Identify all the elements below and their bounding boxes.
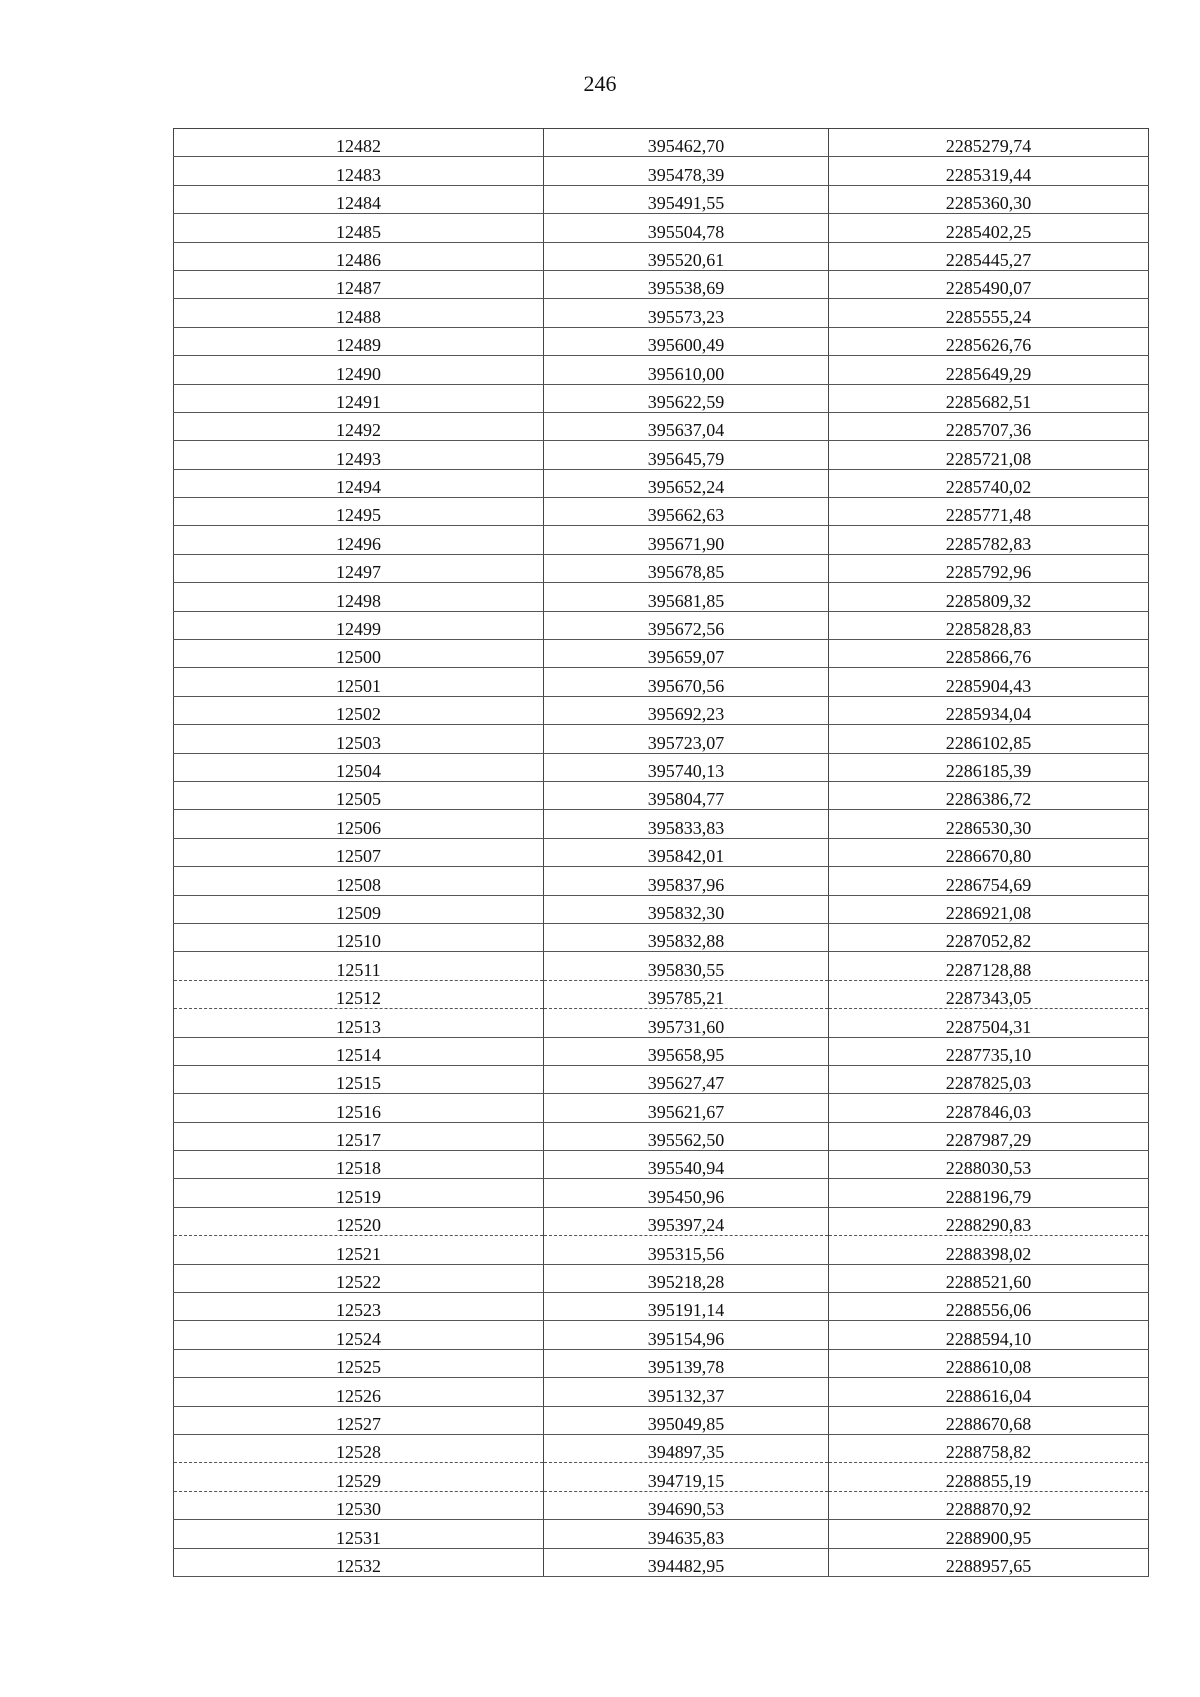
point-number-cell: 12485 [174,214,544,242]
x-coordinate-cell: 395315,56 [544,1236,829,1264]
point-number-cell: 12518 [174,1151,544,1179]
y-coordinate-cell: 2285904,43 [829,668,1149,696]
point-number-cell: 12519 [174,1179,544,1207]
y-coordinate-cell: 2285402,25 [829,214,1149,242]
x-coordinate-cell: 395397,24 [544,1207,829,1235]
x-coordinate-cell: 395662,63 [544,498,829,526]
y-coordinate-cell: 2288670,68 [829,1406,1149,1434]
x-coordinate-cell: 395462,70 [544,129,829,157]
x-coordinate-cell: 395837,96 [544,867,829,895]
y-coordinate-cell: 2287987,29 [829,1122,1149,1150]
x-coordinate-cell: 395723,07 [544,725,829,753]
point-number-cell: 12484 [174,185,544,213]
x-coordinate-cell: 395520,61 [544,242,829,270]
x-coordinate-cell: 395692,23 [544,696,829,724]
y-coordinate-cell: 2288196,79 [829,1179,1149,1207]
x-coordinate-cell: 395833,83 [544,810,829,838]
point-number-cell: 12495 [174,498,544,526]
x-coordinate-cell: 395191,14 [544,1293,829,1321]
y-coordinate-cell: 2285555,24 [829,299,1149,327]
y-coordinate-cell: 2285360,30 [829,185,1149,213]
point-number-cell: 12488 [174,299,544,327]
table-row [174,1406,1149,1434]
point-number-cell: 12492 [174,412,544,440]
x-coordinate-cell: 395562,50 [544,1122,829,1150]
point-number-cell: 12510 [174,923,544,951]
y-coordinate-cell: 2288616,04 [829,1378,1149,1406]
table-row [174,327,1149,355]
table-row [174,526,1149,554]
y-coordinate-cell: 2285828,83 [829,611,1149,639]
x-coordinate-cell: 395645,79 [544,441,829,469]
table-row [174,299,1149,327]
point-number-cell: 12486 [174,242,544,270]
y-coordinate-cell: 2285682,51 [829,384,1149,412]
table-row [174,498,1149,526]
y-coordinate-cell: 2285740,02 [829,469,1149,497]
point-number-cell: 12489 [174,327,544,355]
point-number-cell: 12500 [174,640,544,668]
y-coordinate-cell: 2288290,83 [829,1207,1149,1235]
point-number-cell: 12529 [174,1463,544,1491]
table-row [174,838,1149,866]
table-row [174,1491,1149,1519]
y-coordinate-cell: 2285792,96 [829,554,1149,582]
y-coordinate-cell: 2286921,08 [829,895,1149,923]
x-coordinate-cell: 394897,35 [544,1434,829,1462]
y-coordinate-cell: 2288521,60 [829,1264,1149,1292]
point-number-cell: 12490 [174,356,544,384]
table-row [174,1065,1149,1093]
point-number-cell: 12497 [174,554,544,582]
y-coordinate-cell: 2288758,82 [829,1434,1149,1462]
table-row [174,1349,1149,1377]
x-coordinate-cell: 395671,90 [544,526,829,554]
x-coordinate-cell: 395804,77 [544,781,829,809]
y-coordinate-cell: 2288870,92 [829,1491,1149,1519]
x-coordinate-cell: 395637,04 [544,412,829,440]
y-coordinate-cell: 2286102,85 [829,725,1149,753]
point-number-cell: 12526 [174,1378,544,1406]
table-row [174,1321,1149,1349]
table-row [174,1236,1149,1264]
y-coordinate-cell: 2286754,69 [829,867,1149,895]
y-coordinate-cell: 2287128,88 [829,952,1149,980]
point-number-cell: 12513 [174,1009,544,1037]
point-number-cell: 12511 [174,952,544,980]
point-number-cell: 12517 [174,1122,544,1150]
point-number-cell: 12512 [174,980,544,1008]
point-number-cell: 12483 [174,157,544,185]
table-row [174,1122,1149,1150]
x-coordinate-cell: 395573,23 [544,299,829,327]
y-coordinate-cell: 2287825,03 [829,1065,1149,1093]
table-row [174,554,1149,582]
x-coordinate-cell: 395830,55 [544,952,829,980]
table-row [174,1463,1149,1491]
y-coordinate-cell: 2288610,08 [829,1349,1149,1377]
x-coordinate-cell: 395139,78 [544,1349,829,1377]
table-row [174,214,1149,242]
table-row [174,242,1149,270]
y-coordinate-cell: 2288855,19 [829,1463,1149,1491]
x-coordinate-cell: 395610,00 [544,356,829,384]
y-coordinate-cell: 2287846,03 [829,1094,1149,1122]
table-row [174,1151,1149,1179]
x-coordinate-cell: 395678,85 [544,554,829,582]
x-coordinate-cell: 395049,85 [544,1406,829,1434]
point-number-cell: 12514 [174,1037,544,1065]
y-coordinate-cell: 2287343,05 [829,980,1149,1008]
table-row [174,412,1149,440]
table-row [174,696,1149,724]
point-number-cell: 12528 [174,1434,544,1462]
table-row [174,810,1149,838]
point-number-cell: 12502 [174,696,544,724]
table-row [174,781,1149,809]
y-coordinate-cell: 2286386,72 [829,781,1149,809]
table-row [174,952,1149,980]
y-coordinate-cell: 2288957,65 [829,1548,1149,1576]
table-row [174,270,1149,298]
table-row [174,923,1149,951]
point-number-cell: 12532 [174,1548,544,1576]
table-row [174,185,1149,213]
point-number-cell: 12524 [174,1321,544,1349]
table-row [174,1207,1149,1235]
x-coordinate-cell: 395627,47 [544,1065,829,1093]
y-coordinate-cell: 2287504,31 [829,1009,1149,1037]
y-coordinate-cell: 2285707,36 [829,412,1149,440]
table-row [174,980,1149,1008]
x-coordinate-cell: 395681,85 [544,583,829,611]
coordinates-table-body [174,129,1149,1577]
x-coordinate-cell: 395504,78 [544,214,829,242]
y-coordinate-cell: 2285490,07 [829,270,1149,298]
y-coordinate-cell: 2286530,30 [829,810,1149,838]
point-number-cell: 12527 [174,1406,544,1434]
x-coordinate-cell: 395832,30 [544,895,829,923]
point-number-cell: 12507 [174,838,544,866]
y-coordinate-cell: 2288030,53 [829,1151,1149,1179]
page-number: 246 [583,71,617,96]
point-number-cell: 12501 [174,668,544,696]
point-number-cell: 12503 [174,725,544,753]
x-coordinate-cell: 395785,21 [544,980,829,1008]
y-coordinate-cell: 2288556,06 [829,1293,1149,1321]
x-coordinate-cell: 395538,69 [544,270,829,298]
table-row [174,668,1149,696]
x-coordinate-cell: 395740,13 [544,753,829,781]
x-coordinate-cell: 395672,56 [544,611,829,639]
table-row [174,1094,1149,1122]
table-row [174,1548,1149,1576]
point-number-cell: 12487 [174,270,544,298]
x-coordinate-cell: 395652,24 [544,469,829,497]
x-coordinate-cell: 395842,01 [544,838,829,866]
point-number-cell: 12505 [174,781,544,809]
table-row [174,725,1149,753]
point-number-cell: 12531 [174,1520,544,1548]
y-coordinate-cell: 2285649,29 [829,356,1149,384]
y-coordinate-cell: 2285934,04 [829,696,1149,724]
x-coordinate-cell: 395132,37 [544,1378,829,1406]
point-number-cell: 12516 [174,1094,544,1122]
x-coordinate-cell: 395659,07 [544,640,829,668]
x-coordinate-cell: 395540,94 [544,1151,829,1179]
point-number-cell: 12515 [174,1065,544,1093]
y-coordinate-cell: 2286185,39 [829,753,1149,781]
x-coordinate-cell: 395478,39 [544,157,829,185]
point-number-cell: 12525 [174,1349,544,1377]
x-coordinate-cell: 395154,96 [544,1321,829,1349]
table-row [174,1520,1149,1548]
x-coordinate-cell: 395218,28 [544,1264,829,1292]
y-coordinate-cell: 2287735,10 [829,1037,1149,1065]
point-number-cell: 12496 [174,526,544,554]
table-row [174,157,1149,185]
table-row [174,1264,1149,1292]
table-row [174,1434,1149,1462]
x-coordinate-cell: 395600,49 [544,327,829,355]
y-coordinate-cell: 2285866,76 [829,640,1149,668]
y-coordinate-cell: 2285445,27 [829,242,1149,270]
point-number-cell: 12482 [174,129,544,157]
point-number-cell: 12494 [174,469,544,497]
table-row [174,1009,1149,1037]
y-coordinate-cell: 2285809,32 [829,583,1149,611]
x-coordinate-cell: 394690,53 [544,1491,829,1519]
y-coordinate-cell: 2288900,95 [829,1520,1149,1548]
x-coordinate-cell: 394482,95 [544,1548,829,1576]
y-coordinate-cell: 2285782,83 [829,526,1149,554]
y-coordinate-cell: 2285721,08 [829,441,1149,469]
x-coordinate-cell: 395670,56 [544,668,829,696]
point-number-cell: 12521 [174,1236,544,1264]
point-number-cell: 12491 [174,384,544,412]
x-coordinate-cell: 395832,88 [544,923,829,951]
table-row [174,640,1149,668]
x-coordinate-cell: 395450,96 [544,1179,829,1207]
point-number-cell: 12508 [174,867,544,895]
y-coordinate-cell: 2288398,02 [829,1236,1149,1264]
point-number-cell: 12498 [174,583,544,611]
y-coordinate-cell: 2285319,44 [829,157,1149,185]
point-number-cell: 12509 [174,895,544,923]
table-row [174,356,1149,384]
table-row [174,441,1149,469]
x-coordinate-cell: 395622,59 [544,384,829,412]
point-number-cell: 12530 [174,1491,544,1519]
table-row [174,611,1149,639]
point-number-cell: 12523 [174,1293,544,1321]
table-row [174,1378,1149,1406]
point-number-cell: 12504 [174,753,544,781]
y-coordinate-cell: 2285626,76 [829,327,1149,355]
table-row [174,469,1149,497]
table-row [174,384,1149,412]
point-number-cell: 12499 [174,611,544,639]
coordinates-table [173,128,1149,1577]
point-number-cell: 12493 [174,441,544,469]
x-coordinate-cell: 394635,83 [544,1520,829,1548]
table-row [174,895,1149,923]
y-coordinate-cell: 2286670,80 [829,838,1149,866]
table-row [174,753,1149,781]
y-coordinate-cell: 2285771,48 [829,498,1149,526]
table-row [174,1293,1149,1321]
y-coordinate-cell: 2288594,10 [829,1321,1149,1349]
x-coordinate-cell: 395731,60 [544,1009,829,1037]
x-coordinate-cell: 394719,15 [544,1463,829,1491]
y-coordinate-cell: 2285279,74 [829,129,1149,157]
x-coordinate-cell: 395621,67 [544,1094,829,1122]
table-row [174,1037,1149,1065]
table-row [174,583,1149,611]
table-row [174,867,1149,895]
x-coordinate-cell: 395658,95 [544,1037,829,1065]
point-number-cell: 12522 [174,1264,544,1292]
table-row [174,129,1149,157]
x-coordinate-cell: 395491,55 [544,185,829,213]
y-coordinate-cell: 2287052,82 [829,923,1149,951]
point-number-cell: 12520 [174,1207,544,1235]
table-row [174,1179,1149,1207]
point-number-cell: 12506 [174,810,544,838]
